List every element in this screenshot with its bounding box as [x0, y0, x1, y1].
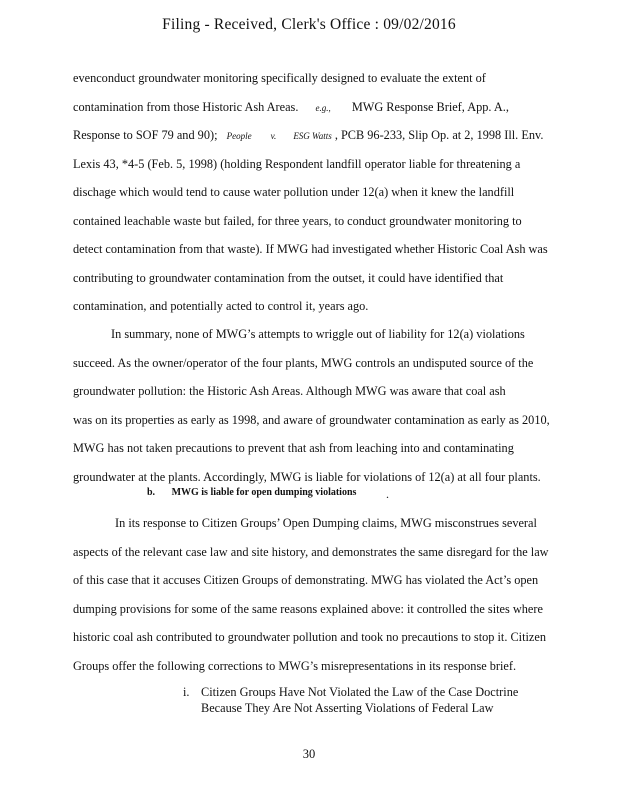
- case-name: ESG Watts: [293, 131, 332, 141]
- section-heading-text: MWG is liable for open dumping violations: [171, 487, 357, 498]
- text-line: contributing to groundwater contamination from the outset, it could have identified that: [73, 270, 504, 285]
- text-line: contamination, and potentially acted to control it, years ago.: [73, 299, 369, 313]
- paragraph-summary: [73, 320, 603, 491]
- text-line: groundwater at the plants. Accordingly, MWG is liable for violations of 12(a) at all four plants.: [73, 469, 541, 484]
- section-heading-period: .: [386, 487, 389, 501]
- text-line: succeed. As the owner/operator of the four plants, MWG controls an undisputed source of the: [73, 355, 534, 370]
- text-line: dischage which would tend to cause water pollution under 12(a) when it knew the landfill: [73, 185, 515, 199]
- text-line: [73, 93, 603, 122]
- subsection-heading: [183, 684, 518, 716]
- section-heading-label: b.: [147, 487, 156, 498]
- subsection-title: Citizen Groups Have Not Violated the Law of the Case Doctrine: [201, 685, 519, 699]
- text-line: contained leachable waste but failed, for three years, to conduct groundwater monitoring to: [73, 213, 522, 228]
- text-line: aspects of the relevant case law and site history, and demonstrates the same disregard for the law: [73, 544, 549, 559]
- section-heading: [147, 487, 356, 498]
- text-line: MWG has not taken precautions to prevent that ash from leaching into and contaminating: [73, 441, 514, 455]
- citation-signal: e.g.,: [315, 102, 331, 113]
- text-line: In summary, none of MWG’s attempts to wriggle out of liability for 12(a) violations: [111, 327, 525, 341]
- text-segment: Response to SOF 79 and 90);: [73, 128, 218, 142]
- paragraph-open-dumping: [73, 509, 603, 680]
- text-segment: MWG Response Brief, App. A.,: [351, 99, 509, 114]
- text-line: [73, 121, 603, 150]
- filing-header: Filing - Received, Clerk's Office : 09/02/2016: [162, 16, 456, 33]
- paragraph-groundwater-monitoring: [73, 64, 603, 321]
- text-segment: contamination from those Historic Ash Areas.: [73, 99, 299, 114]
- case-name: v.: [270, 131, 277, 141]
- text-line: historic coal ash contributed to groundwater pollution and took no precautions to stop it. Citizen: [73, 630, 546, 644]
- subsection-number: i.: [183, 685, 190, 699]
- text-line: groundwater pollution: the Historic Ash Areas. Although MWG was aware that coal ash: [73, 384, 506, 398]
- text-line: detect contamination from that waste). If MWG had investigated whether Historic Coal Ash was: [73, 242, 548, 256]
- text-segment: , PCB 96-233, Slip Op. at 2, 1998 Ill. Env.: [334, 128, 544, 142]
- subsection-heading-line: [183, 684, 518, 700]
- text-line: was on its properties as early as 1998, and aware of groundwater contamination as early as 2010,: [73, 412, 550, 427]
- case-name: People: [226, 131, 252, 141]
- page-number: 30: [302, 747, 316, 761]
- text-line: of this case that it accuses Citizen Groups of demonstrating. MWG has violated the Act’s open: [73, 573, 539, 587]
- subsection-heading-line: Because They Are Not Asserting Violations of Federal Law: [201, 701, 494, 715]
- text-line: evenconduct groundwater monitoring specifically designed to evaluate the extent of: [73, 71, 486, 85]
- text-line: Lexis 43, *4-5 (Feb. 5, 1998) (holding Respondent landfill operator liable for threatening a: [73, 156, 521, 171]
- text-line: In its response to Citizen Groups’ Open Dumping claims, MWG misconstrues several: [115, 516, 537, 530]
- text-line: Groups offer the following corrections to MWG’s misrepresentations in its response brief.: [73, 658, 517, 673]
- text-line: dumping provisions for some of the same reasons explained above: it controlled the sites where: [73, 601, 543, 616]
